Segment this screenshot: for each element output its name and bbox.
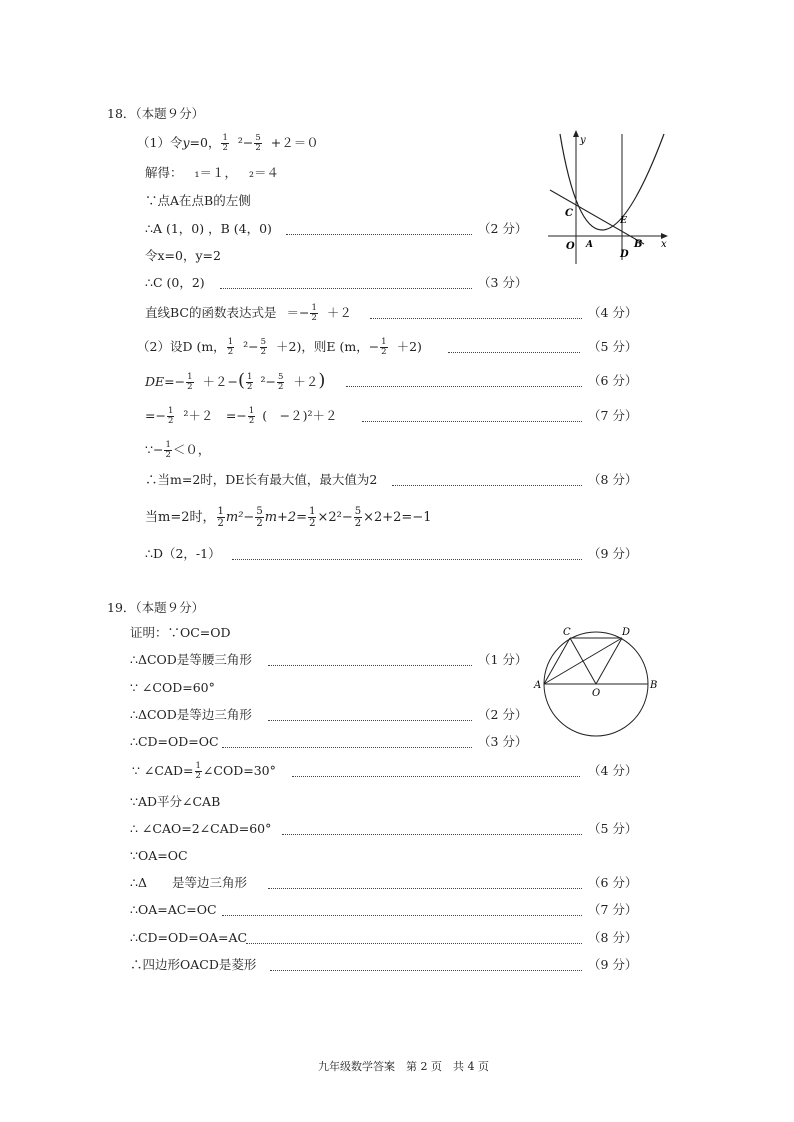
- q19-line-13: ∴四边形OACD是菱形: [130, 957, 257, 972]
- score: （5 分）: [588, 821, 638, 836]
- q19-line-7: ∵AD平分∠CAB: [130, 794, 221, 809]
- label-e: E: [620, 216, 627, 226]
- label-o: O: [566, 241, 575, 252]
- score: （6 分）: [588, 875, 638, 890]
- leader-dots: [448, 352, 580, 353]
- q19-line-5: ∴CD=OD=OC: [130, 734, 219, 749]
- leader-dots: [232, 559, 582, 560]
- score: （8 分）: [588, 472, 638, 487]
- leader-dots: [222, 915, 582, 916]
- leader-dots: [392, 485, 582, 486]
- q18-line-4: ∴A (1，0) ，B (4，0): [145, 221, 272, 236]
- leader-dots: [246, 943, 582, 944]
- score: （9 分）: [588, 957, 638, 972]
- q18-header: 18．（本题９分）: [107, 106, 205, 121]
- label-a: A: [586, 240, 593, 250]
- page-footer: 九年级数学答案 第 2 页 共 4 页: [318, 1060, 489, 1073]
- label-y: y: [580, 135, 586, 146]
- label-a: A: [534, 680, 542, 691]
- score: （8 分）: [588, 930, 638, 945]
- q18-line-10: =− $\frac{1}{2}$ ²＋２ =− $\frac{1}{2}$ ( −２)²＋２: [145, 406, 338, 426]
- q19-line-3: ∵ ∠COD=60°: [130, 680, 215, 695]
- leader-dots: [370, 318, 582, 319]
- q19-line-10: ∴Δ 是等边三角形: [130, 875, 247, 890]
- score: （7 分）: [588, 408, 638, 423]
- leader-dots: [268, 720, 472, 721]
- score: （1 分）: [478, 652, 528, 667]
- q19-line-12: ∴CD=OD=OA=AC: [130, 930, 248, 945]
- q19-line-6: ∵ ∠CAD= $\frac{1}{2}$ ∠COD=30°: [132, 761, 276, 781]
- score: （9 分）: [588, 546, 638, 561]
- label-b: B: [650, 680, 658, 691]
- q19-line-2: ∴ΔCOD是等腰三角形: [130, 652, 252, 667]
- q18-line-13: 当m=2时， $\frac{1}{2}$ m²− $\frac{5}{2}$ m+2= $\frac{1}{2}$ ×2²− $\frac{5}{2}$ ×2+2=−1: [145, 506, 432, 529]
- q18-line-3: ∵点A在点B的左侧: [145, 193, 251, 208]
- leader-dots: [268, 665, 472, 666]
- q18-line-9: DE=− $\frac{1}{2}$ ＋２−( $\frac{1}{2}$ ²− $\frac{5}{2}$ ＋２): [145, 370, 326, 392]
- score: （2 分）: [478, 221, 528, 236]
- score: （3 分）: [478, 275, 528, 290]
- segment-ac: [544, 638, 570, 684]
- label-x: x: [661, 239, 667, 250]
- score: （4 分）: [588, 305, 638, 320]
- q19-header: 19．（本题９分）: [107, 600, 205, 615]
- leader-dots: [282, 834, 582, 835]
- leader-dots: [270, 970, 582, 971]
- label-b: B: [634, 239, 643, 250]
- leader-dots: [346, 386, 582, 387]
- label-c: C: [565, 208, 573, 219]
- q18-line-12: ∴当m=2时，DE长有最大值，最大值为2: [145, 472, 378, 487]
- q18-line-5: 令x=0，y=2: [145, 248, 221, 263]
- label-o: O: [592, 688, 601, 699]
- segment-oc: [570, 638, 596, 684]
- q18-line-7: 直线BC的函数表达式是 ＝− $\frac{1}{2}$ ＋２: [145, 303, 352, 323]
- leader-dots: [268, 888, 582, 889]
- score: （7 分）: [588, 902, 638, 917]
- label-d: D: [622, 627, 631, 638]
- y-axis-arrow: [573, 130, 579, 137]
- score: （5 分）: [588, 339, 638, 354]
- leader-dots: [222, 747, 472, 748]
- q18-line-14: ∴D（2，-1）: [145, 546, 221, 561]
- label-d: D: [620, 249, 629, 260]
- score: （4 分）: [588, 763, 638, 778]
- leader-dots: [286, 234, 472, 235]
- q18-line-2: 解得： ₁＝１， ₂＝４: [145, 165, 280, 180]
- q19-line-9: ∵OA=OC: [130, 848, 188, 863]
- q18-line-1: （1）令y=0， $\frac{1}{2}$ ²− $\frac{5}{2}$ +２＝０: [137, 133, 319, 153]
- q18-line-11: ∵− $\frac{1}{2}$ ＜０，: [145, 440, 211, 460]
- score: （6 分）: [588, 373, 638, 388]
- leader-dots: [362, 421, 582, 422]
- score: （3 分）: [478, 734, 528, 749]
- circle-figure: [530, 622, 664, 740]
- q19-line-4: ∴ΔCOD是等边三角形: [130, 707, 252, 722]
- q19-line-8: ∴ ∠CAO=2∠CAD=60°: [130, 821, 272, 836]
- q18-line-6: ∴C (0，2): [145, 275, 205, 290]
- leader-dots: [292, 776, 580, 777]
- label-c: C: [563, 627, 571, 638]
- q18-line-8: （2）设D (m， $\frac{1}{2}$ ²− $\frac{5}{2}$ ＋2)，则E (m，− $\frac{1}{2}$ ＋2): [137, 337, 422, 357]
- score: （2 分）: [478, 707, 528, 722]
- parabola-graph: [540, 126, 674, 266]
- leader-dots: [220, 288, 472, 289]
- segment-od: [596, 638, 622, 684]
- q19-line-1: 证明：∵OC=OD: [130, 625, 231, 640]
- q19-line-11: ∴OA=AC=OC: [130, 902, 217, 917]
